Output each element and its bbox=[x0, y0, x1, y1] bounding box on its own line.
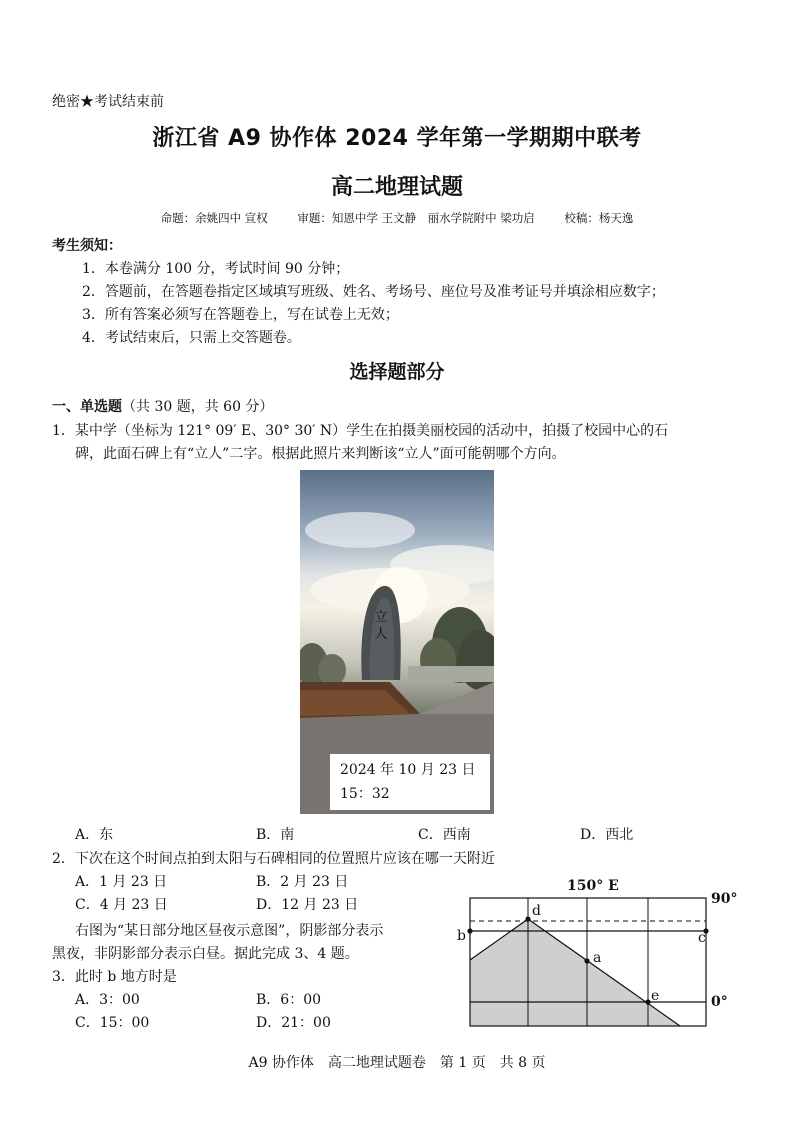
notice-item: 3．所有答案必须写在答题卷上，写在试卷上无效； bbox=[82, 307, 399, 323]
point-a bbox=[584, 958, 589, 963]
label-e: e bbox=[651, 988, 660, 1004]
credits bbox=[0, 210, 794, 226]
part-label: 一、单选题 bbox=[52, 399, 122, 415]
page-footer: A9 协作体 高二地理试题卷 第 1 页 共 8 页 bbox=[248, 1055, 546, 1071]
exam-subtitle: 高二地理试题 bbox=[330, 175, 463, 200]
part-desc: （共 30 题，共 60 分） bbox=[122, 399, 274, 415]
q1-stem-line1: 1．某中学（坐标为 121° 09′ E、30° 30′ N）学生在拍摄美丽校园的活动中，拍摄了校园中心的石 bbox=[52, 423, 669, 439]
label-a: a bbox=[593, 950, 602, 966]
label-b: b bbox=[457, 928, 466, 944]
diagram-svg bbox=[455, 878, 755, 1028]
notice-item: 4．考试结束后，只需上交答题卷。 bbox=[82, 330, 301, 346]
q3-stem: 3．此时 b 地方时是 bbox=[52, 969, 177, 985]
day-night-diagram bbox=[455, 878, 755, 1028]
credit-proofreader: 校稿：杨天逸 bbox=[564, 211, 634, 225]
q3-option-b: B．6：00 bbox=[256, 992, 322, 1008]
point-d bbox=[525, 916, 530, 921]
notice-item: 1．本卷满分 100 分，考试时间 90 分钟； bbox=[82, 261, 350, 277]
photo-time: 15：32 bbox=[340, 786, 390, 802]
credit-reviewers: 审题：知恩中学 王文静 丽水学院附中 梁功启 bbox=[297, 211, 535, 225]
q3-option-c: C．15：00 bbox=[75, 1015, 150, 1031]
label-150e: 150° E bbox=[567, 878, 619, 894]
q2-option-d: D．12 月 23 日 bbox=[256, 897, 359, 913]
point-e bbox=[645, 999, 650, 1004]
intro-line1: 右图为“某日部分地区昼夜示意图”，阴影部分表示 bbox=[75, 923, 384, 939]
photo-timestamp bbox=[330, 754, 490, 810]
notice-item: 2．答题前，在答题卷指定区域填写班级、姓名、考场号、座位号及准考证号并填涂相应数字； bbox=[82, 284, 665, 300]
q1-option-d: D．西北 bbox=[580, 827, 634, 843]
stone-inscription: 立人 bbox=[374, 610, 388, 642]
q2-option-c: C．4 月 23 日 bbox=[75, 897, 168, 913]
q1-option-a: A．东 bbox=[75, 827, 114, 843]
q2-option-b: B．2 月 23 日 bbox=[256, 874, 349, 890]
label-90: 90° bbox=[711, 891, 738, 907]
intro-line2: 黑夜，非阴影部分表示白昼。据此完成 3、4 题。 bbox=[52, 946, 359, 962]
q1-stem-line2: 碑，此面石碑上有“立人”二字。根据此照片来判断该“立人”面可能朝哪个方向。 bbox=[75, 446, 566, 462]
label-0: 0° bbox=[711, 994, 728, 1010]
label-c: c bbox=[698, 930, 706, 946]
q3-option-a: A．3：00 bbox=[75, 992, 140, 1008]
part-heading bbox=[52, 396, 273, 416]
section-title: 选择题部分 bbox=[349, 361, 445, 383]
q1-option-c: C．西南 bbox=[418, 827, 471, 843]
exam-title: 浙江省 A9 协作体 2024 学年第一学期期中联考 bbox=[152, 126, 642, 151]
q2-stem: 2．下次在这个时间点拍到太阳与石碑相同的位置照片应该在哪一天附近 bbox=[52, 851, 495, 867]
q2-option-a: A．1 月 23 日 bbox=[75, 874, 168, 890]
credit-author: 命题：余姚四中 宣权 bbox=[160, 211, 268, 225]
confidential-mark: 绝密★考试结束前 bbox=[52, 94, 164, 110]
point-b bbox=[467, 928, 472, 933]
q3-option-d: D．21：00 bbox=[256, 1015, 331, 1031]
photo-date: 2024 年 10 月 23 日 bbox=[340, 762, 476, 778]
stone-photo bbox=[300, 470, 494, 814]
label-d: d bbox=[532, 903, 541, 919]
notice-heading: 考生须知： bbox=[52, 238, 122, 254]
q1-option-b: B．南 bbox=[256, 827, 295, 843]
